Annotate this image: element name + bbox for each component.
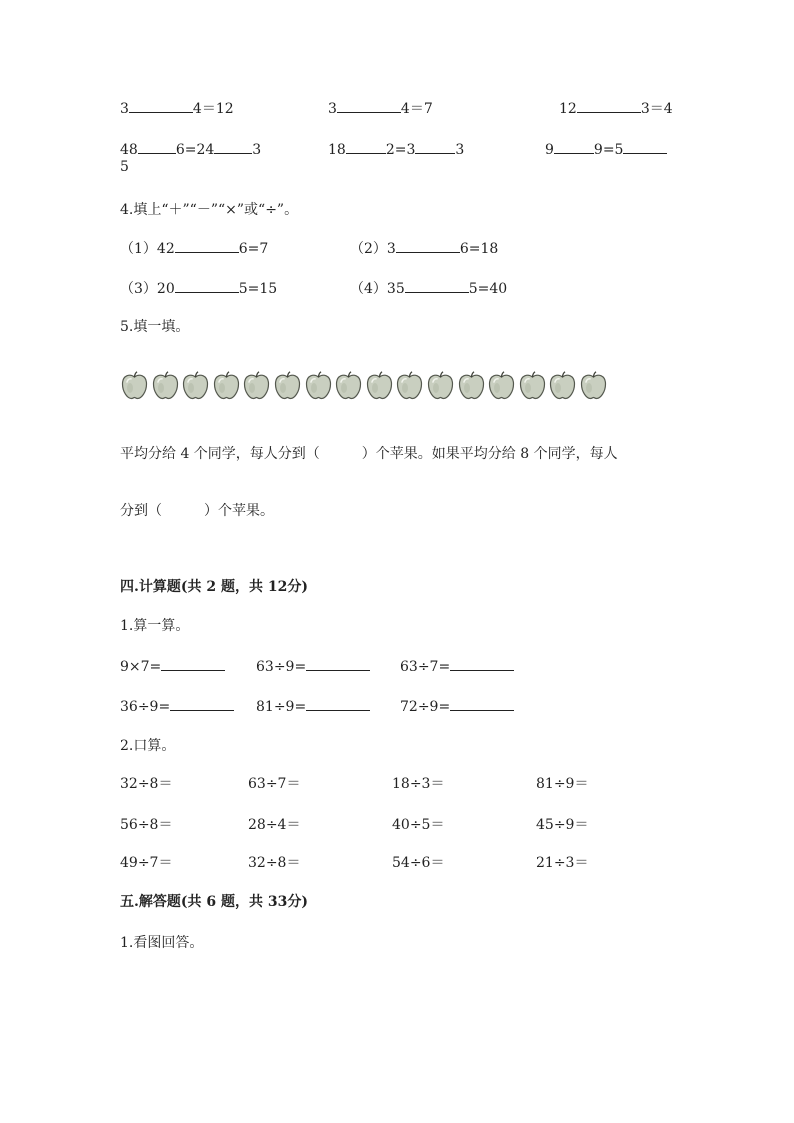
calc-item-6 [400,696,514,715]
oral-item-8: 45÷9＝ [536,817,589,833]
q4-item-4 [350,278,507,298]
item-rest: 5=15 [238,281,278,297]
apple-icon [487,370,516,400]
apple-icon [365,370,394,400]
apple-icon [334,370,363,400]
q4-item-2 [350,238,498,258]
oral-item-2: 63÷7＝ [248,776,301,792]
blank-item-4 [120,139,261,158]
apple-icon [151,370,180,400]
expression: 9×7= [120,659,162,675]
apple-icon [120,370,149,400]
blank-item-3 [559,98,673,118]
operand: 6=24 [175,142,215,158]
question-4-title: 4.填上“＋”“－”“×”或“÷”。 [120,202,299,218]
calc-item-2 [256,656,370,675]
blank-item-5 [328,139,464,158]
answer-blank[interactable] [306,656,370,671]
answer-blank[interactable] [577,98,641,113]
apple-icon [548,370,577,400]
apple-icon [242,370,271,400]
item-rest: 6=7 [238,241,269,257]
answer-blank[interactable] [396,238,460,253]
oral-item-3: 18÷3＝ [392,776,445,792]
oral-item-1: 32÷8＝ [120,776,173,792]
answer-blank[interactable] [450,696,514,711]
oral-item-12: 21÷3＝ [536,855,589,871]
operand: 9=5 [593,142,624,158]
oral-item-9: 49÷7＝ [120,855,173,871]
operand: 4＝12 [192,101,234,117]
answer-blank[interactable] [415,139,455,154]
section-5-title: 五.解答题(共 6 题，共 33分) [120,894,308,910]
operand: 3＝4 [640,101,673,117]
operand: 48 [120,142,138,158]
oral-item-11: 54÷6＝ [392,855,445,871]
expression: 72÷9= [400,699,451,715]
answer-blank[interactable] [175,238,239,253]
operand: 18 [328,142,346,158]
item-rest: 6=18 [459,241,499,257]
apple-icon [304,370,333,400]
section-4-q1-title: 1.算一算。 [120,618,190,634]
apple-icon [273,370,302,400]
apple-icon [212,370,241,400]
operand: 3 [252,142,262,158]
oral-item-5: 56÷8＝ [120,817,173,833]
apple-icon [518,370,547,400]
answer-blank[interactable] [161,656,225,671]
apple-icon [457,370,486,400]
question-5-title: 5.填一填。 [120,319,190,335]
item-label: （4）35 [350,281,405,297]
apple-icon [181,370,210,400]
answer-blank[interactable] [405,278,469,293]
operand: 12 [559,101,577,117]
answer-blank[interactable] [337,98,401,113]
expression: 36÷9= [120,699,171,715]
section-5-q1-title: 1.看图回答。 [120,935,204,951]
operand: 3 [328,101,337,117]
apple-icon [395,370,424,400]
answer-blank[interactable] [214,139,252,154]
calc-item-5 [256,696,370,715]
item-rest: 5=40 [468,281,508,297]
answer-blank[interactable] [138,139,176,154]
operand: 2=3 [385,142,416,158]
answer-blank[interactable] [554,139,594,154]
blank-item-4-wrap [120,159,129,175]
oral-item-4: 81÷9＝ [536,776,589,792]
operand: 4＝7 [400,101,433,117]
operand: 5 [120,159,129,175]
apple-icon [579,370,608,400]
answer-blank[interactable] [170,696,234,711]
answer-blank[interactable] [306,696,370,711]
expression: 63÷9= [256,659,307,675]
q5-text-line-2: 分到（ ）个苹果。 [120,503,274,519]
item-label: （2）3 [350,241,396,257]
oral-item-7: 40÷5＝ [392,817,445,833]
expression: 63÷7= [400,659,451,675]
blank-item-2 [328,98,433,118]
q4-item-3 [120,278,277,298]
q4-item-1 [120,238,268,258]
answer-blank[interactable] [175,278,239,293]
answer-blank[interactable] [346,139,386,154]
operand: 3 [120,101,129,117]
section-4-title: 四.计算题(共 2 题，共 12分) [120,579,308,595]
q5-text-line-1: 平均分给 4 个同学，每人分到（ ）个苹果。如果平均分给 8 个同学，每人 [120,446,618,462]
apple-icon [426,370,455,400]
blank-item-1 [120,98,234,118]
blank-item-6 [545,139,667,158]
calc-item-1 [120,656,225,675]
section-4-q2-title: 2.口算。 [120,738,176,754]
answer-blank[interactable] [129,98,193,113]
operand: 9 [545,142,554,158]
calc-item-4 [120,696,234,715]
item-label: （3）20 [120,281,175,297]
operand: 3 [455,142,465,158]
expression: 81÷9= [256,699,307,715]
oral-item-6: 28÷4＝ [248,817,301,833]
item-label: （1）42 [120,241,175,257]
answer-blank[interactable] [623,139,667,154]
calc-item-3 [400,656,514,675]
answer-blank[interactable] [450,656,514,671]
oral-item-10: 32÷8＝ [248,855,301,871]
